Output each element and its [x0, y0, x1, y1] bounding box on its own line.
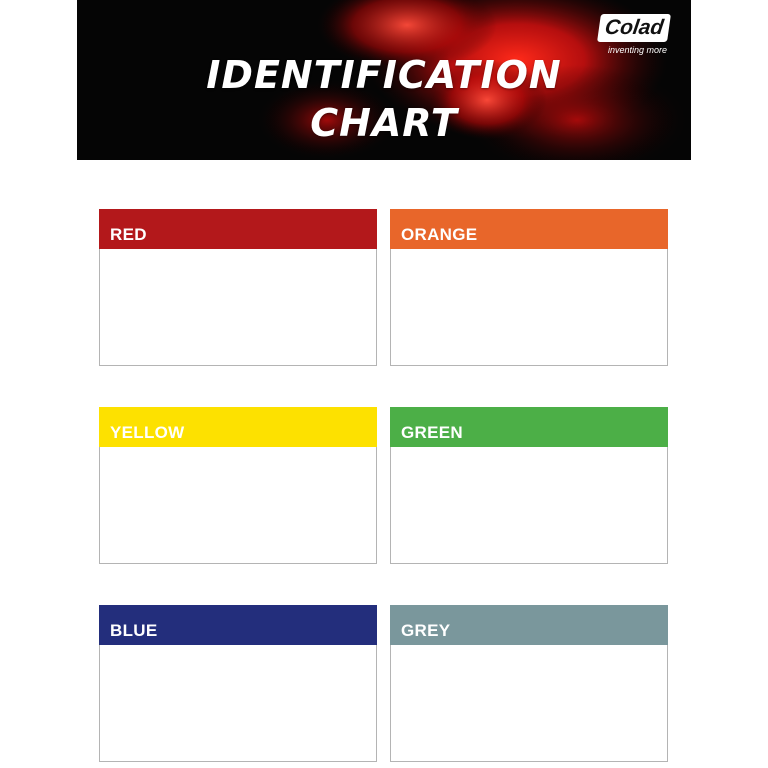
card-writing-area	[391, 447, 667, 563]
card-label: BLUE	[110, 621, 158, 640]
card-header	[390, 605, 668, 645]
logo-tagline: inventing more	[607, 45, 667, 55]
card-writing-area	[391, 645, 667, 761]
card-writing-area	[100, 447, 376, 563]
card-header	[390, 407, 668, 447]
colad-logo	[587, 14, 669, 55]
color-card-blue	[99, 605, 377, 762]
color-card-green	[390, 407, 668, 564]
card-label: GREEN	[401, 423, 463, 442]
card-writing-area	[100, 645, 376, 761]
card-header	[99, 407, 377, 447]
color-card-orange	[390, 209, 668, 366]
card-label: YELLOW	[110, 423, 185, 442]
card-label: ORANGE	[401, 225, 478, 244]
page-title-line2: CHART	[310, 101, 458, 145]
color-card-yellow	[99, 407, 377, 564]
card-label: GREY	[401, 621, 451, 640]
logo-brand: Colad	[597, 14, 671, 42]
color-card-grey	[390, 605, 668, 762]
card-header	[99, 209, 377, 249]
color-card-red	[99, 209, 377, 366]
card-writing-area	[100, 249, 376, 365]
card-writing-area	[391, 249, 667, 365]
page-title-line1: IDENTIFICATION	[206, 53, 562, 97]
header-banner	[77, 0, 691, 160]
card-label: RED	[110, 225, 147, 244]
card-header	[99, 605, 377, 645]
card-header	[390, 209, 668, 249]
